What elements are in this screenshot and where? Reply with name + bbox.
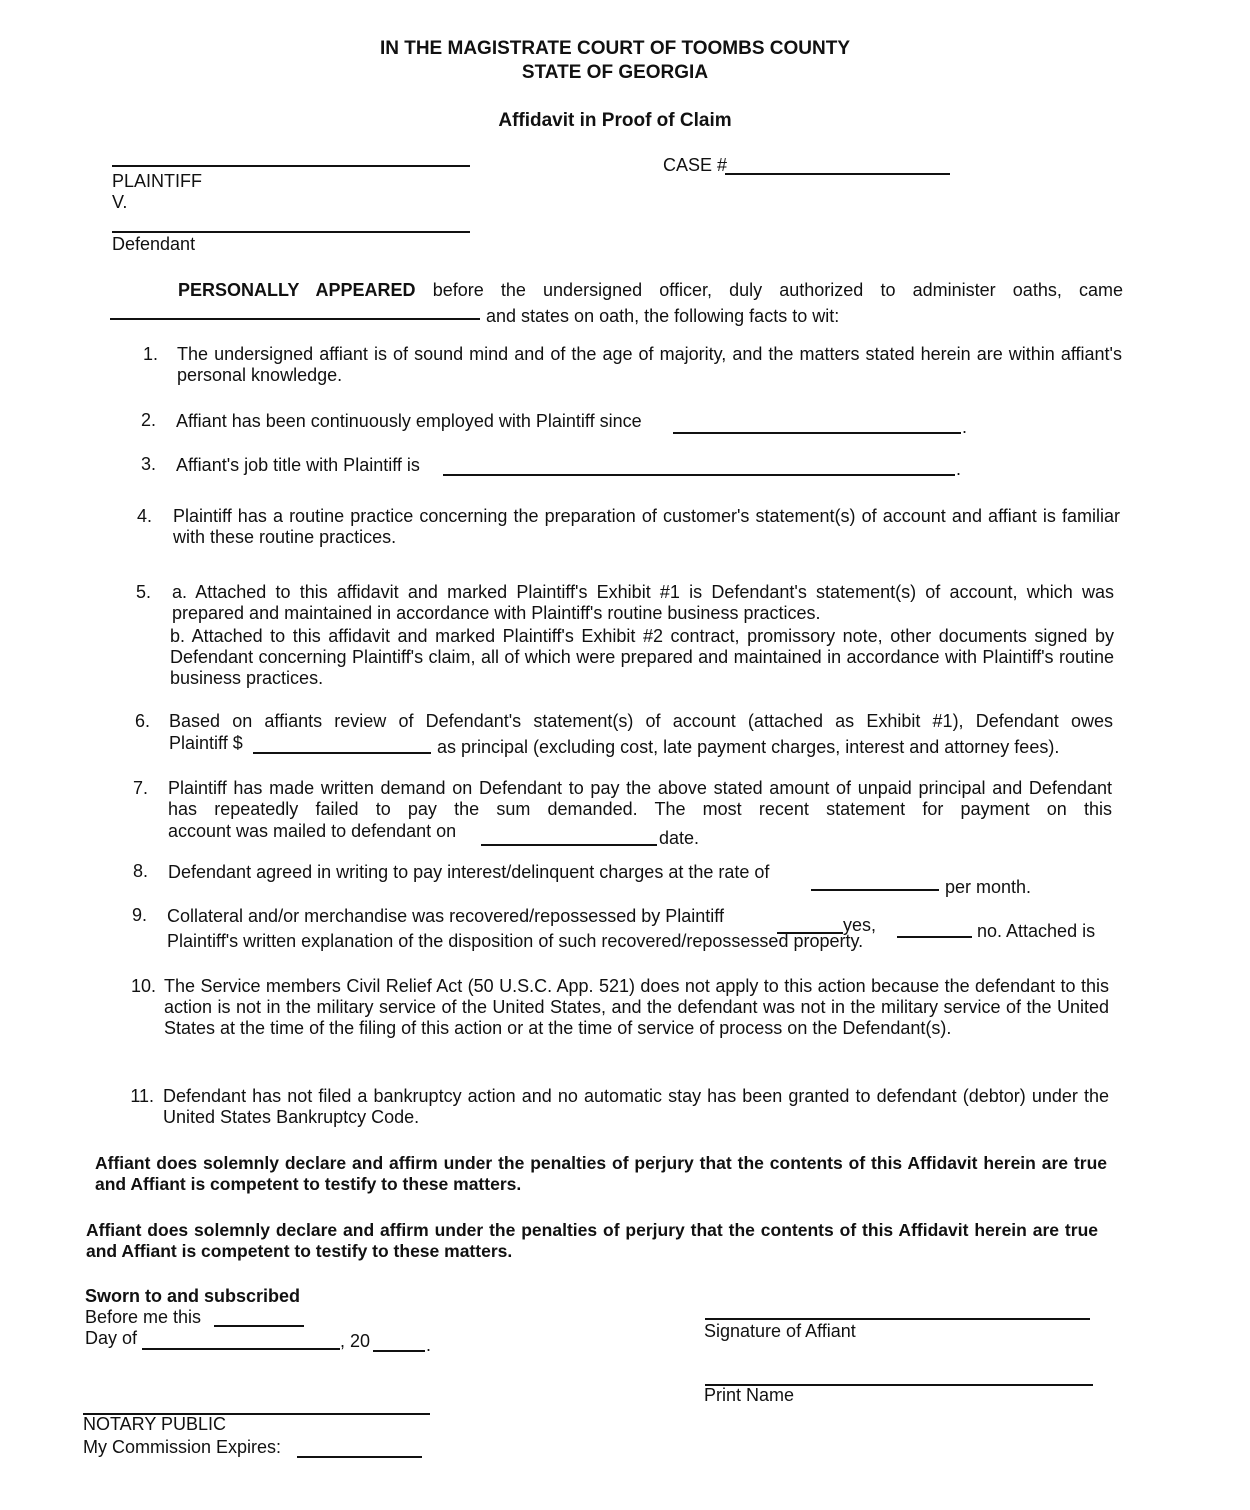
versus-label: V. [112, 192, 128, 212]
item-number-4: 4. [136, 506, 152, 526]
item-3-period: . [956, 459, 962, 479]
commission-expires-label: My Commission Expires: [83, 1437, 282, 1457]
affiant-name-line[interactable] [110, 318, 480, 320]
declaration-1: Affiant does solemnly declare and affirm under the penalties of perjury that the contents of this Affidavit herein are true and Affiant is competent to testify to these matters. [95, 1153, 1107, 1194]
intro-line-1-text: before the undersigned officer, duly authorized to administer oaths, came [432, 280, 1123, 300]
item-7-mailed-label: account was mailed to defendant on [168, 821, 457, 841]
case-number-line[interactable] [725, 173, 950, 175]
item-number-3: 3. [140, 454, 156, 474]
interest-rate-line[interactable] [811, 889, 939, 891]
item-3-text: Affiant's job title with Plaintiff is [176, 455, 420, 475]
item-9-text: Collateral and/or merchandise was recovered/repossessed by Plaintiff [167, 906, 724, 926]
item-6-plaintiff-label: Plaintiff $ [169, 733, 243, 753]
principal-amount-line[interactable] [253, 752, 431, 754]
item-number-6: 6. [134, 711, 150, 731]
item-number-11: 11. [130, 1086, 154, 1106]
item-number-10: 10. [130, 976, 156, 996]
intro-line-2: and states on oath, the following facts to wit: [486, 306, 840, 326]
item-9-no: no. Attached is [977, 921, 1096, 941]
plaintiff-name-line[interactable] [112, 165, 470, 167]
item-7-date-label: date. [659, 828, 700, 848]
defendant-label: Defendant [112, 234, 196, 254]
item-6-line-2: as principal (excluding cost, late payment charges, interest and attorney fees). [437, 737, 1060, 757]
commission-expires-line[interactable] [297, 1456, 422, 1458]
print-name-label: Print Name [704, 1385, 795, 1405]
signature-of-affiant-label: Signature of Affiant [704, 1321, 856, 1341]
sworn-day-line[interactable] [214, 1325, 304, 1327]
repossessed-no-line[interactable] [897, 936, 972, 938]
intro-line-1 [178, 279, 1123, 301]
item-1-text: The undersigned affiant is of sound mind and of the age of majority, and the matters stated herein are within affiant's personal knowledge. [177, 344, 1122, 385]
declaration-2: Affiant does solemnly declare and affirm under the penalties of perjury that the contents of this Affidavit herein are true and Affiant is competent to testify to these matters. [86, 1220, 1098, 1261]
job-title-line[interactable] [443, 474, 955, 476]
item-6-line-1: Based on affiants review of Defendant's statement(s) of account (attached as Exhibit #1), Defendant owes [169, 711, 1113, 731]
item-8-per-month: per month. [945, 877, 1032, 897]
court-heading: IN THE MAGISTRATE COURT OF TOOMBS COUNTY [379, 38, 851, 59]
item-7-text: Plaintiff has made written demand on Defendant to pay the above stated amount of unpaid principal and Defendant has repeatedly failed to pay the sum demanded. The most recent statement for payment on this [168, 778, 1112, 819]
mailed-date-line[interactable] [481, 844, 657, 846]
item-number-7: 7. [132, 778, 148, 798]
sworn-label: Sworn to and subscribed [85, 1286, 301, 1306]
notary-public-label: NOTARY PUBLIC [83, 1414, 227, 1434]
item-8-text: Defendant agreed in writing to pay interest/delinquent charges at the rate of [168, 862, 770, 882]
item-2-text: Affiant has been continuously employed with Plaintiff since [176, 411, 642, 431]
sworn-month-line[interactable] [142, 1348, 340, 1350]
item-number-1: 1. [142, 344, 158, 364]
item-4-text: Plaintiff has a routine practice concerning the preparation of customer's statement(s) of account and affiant is familiar with these routine practices. [173, 506, 1120, 547]
plaintiff-label: PLAINTIFF [112, 171, 203, 191]
day-of-label: Day of [85, 1328, 138, 1348]
item-number-5: 5. [135, 582, 151, 602]
case-number-label: CASE # [663, 155, 728, 175]
item-11-text: Defendant has not filed a bankruptcy action and no automatic stay has been granted to defendant (debtor) under the United States Bankruptcy Code. [163, 1086, 1109, 1127]
personally-appeared: PERSONALLY APPEARED [178, 280, 416, 300]
item-number-9: 9. [131, 905, 147, 925]
year-suffix: . [426, 1335, 432, 1355]
item-number-2: 2. [140, 410, 156, 430]
item-5b-text: b. Attached to this affidavit and marked Plaintiff's Exhibit #2 contract, promissory note, other documents signed by Defendant concerning Plaintiff's claim, all of which were prepared and maintained in accordance with Plaintiff's routine business practices. [170, 626, 1114, 688]
year-prefix: , 20 [340, 1331, 371, 1351]
item-9-yes: yes, [843, 915, 877, 935]
item-10-text: The Service members Civil Relief Act (50 U.S.C. App. 521) does not apply to this action because the defendant to this action is not in the military service of the United States, and the defendant was not in the military service of the United States at the time of the filing of this action or at the time of service of process on the Defendant(s). [164, 976, 1109, 1038]
before-me-label: Before me this [85, 1307, 202, 1327]
item-number-8: 8. [132, 861, 148, 881]
item-9-line-2: Plaintiff's written explanation of the disposition of such recovered/repossessed property. [167, 931, 864, 951]
employed-since-line[interactable] [673, 432, 961, 434]
item-2-period: . [962, 417, 968, 437]
item-5a-text: a. Attached to this affidavit and marked Plaintiff's Exhibit #1 is Defendant's statement(s) of account, which was prepared and maintained in accordance with Plaintiff's routine business practices. [172, 582, 1114, 623]
sworn-year-line[interactable] [373, 1350, 425, 1352]
document-title: Affidavit in Proof of Claim [498, 110, 732, 131]
state-heading: STATE OF GEORGIA [521, 62, 709, 83]
